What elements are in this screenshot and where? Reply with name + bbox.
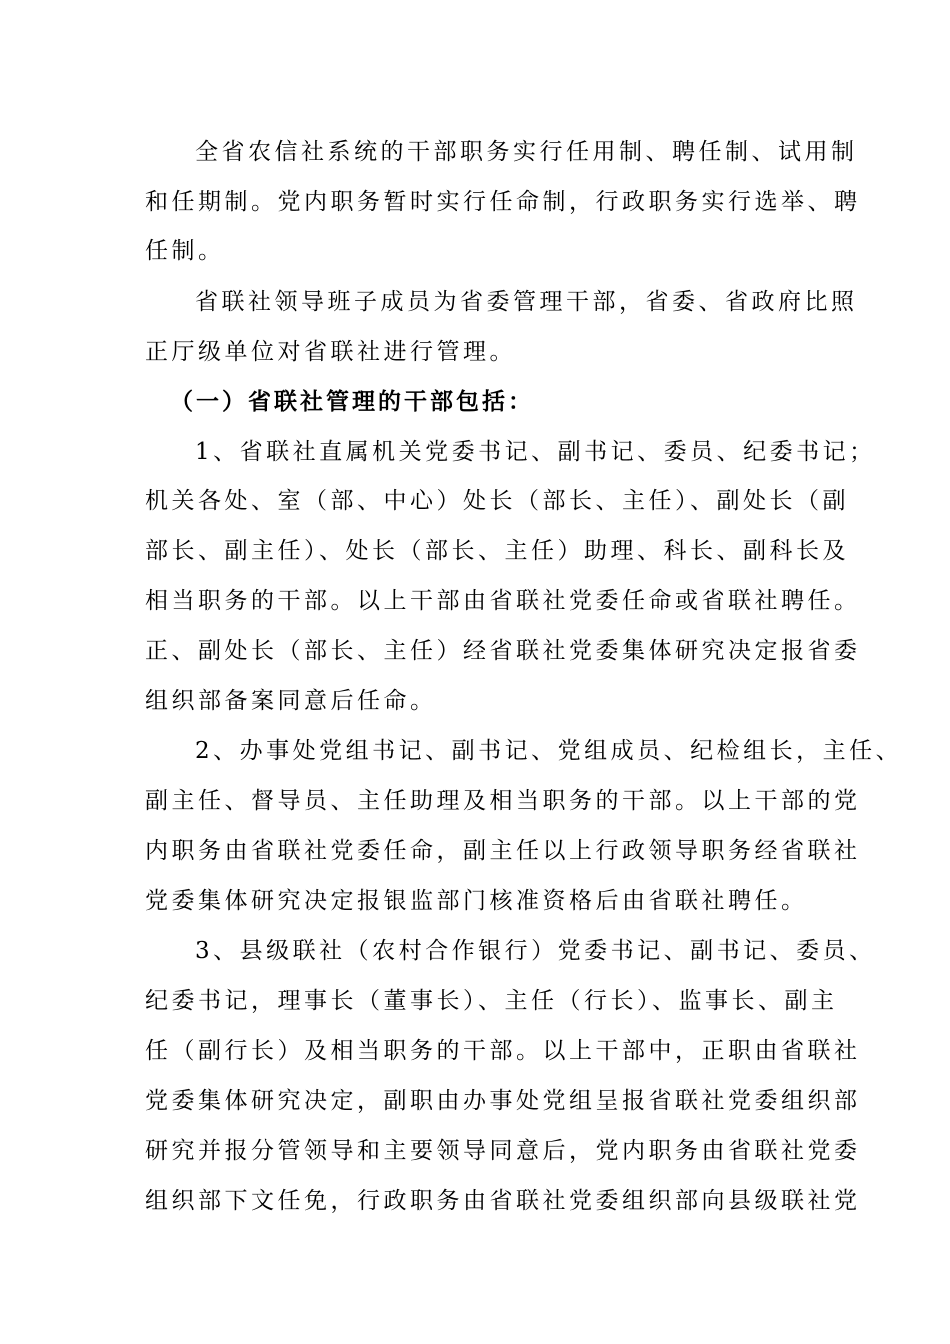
body-text-line: 部长、副主任）、处长（部长、主任）助理、科长、副科长及 [145, 538, 849, 564]
body-text-line: 全省农信社系统的干部职务实行任用制、聘任制、试用制 [195, 139, 858, 165]
body-text-line: 纪委书记，理事长（董事长）、主任（行长）、监事长、副主 [145, 988, 838, 1014]
body-text-line: 组织部备案同意后任命。 [145, 688, 437, 714]
body-text-line: 2、办事处党组书记、副书记、党组成员、纪检组长，主任、 [195, 738, 903, 764]
body-text-line: 任制。 [145, 238, 225, 264]
body-text-line: 相当职务的干部。以上干部由省联社党委任命或省联社聘任。 [145, 588, 861, 614]
body-text-line: 组织部下文任免，行政职务由省联社党委组织部向县级联社党 [145, 1188, 861, 1214]
body-text-line: 研究并报分管领导和主要领导同意后，党内职务由省联社党委 [145, 1138, 861, 1164]
body-text-line: 省联社领导班子成员为省委管理干部，省委、省政府比照 [195, 289, 858, 315]
body-text-line: 任（副行长）及相当职务的干部。以上干部中，正职由省联社 [145, 1038, 861, 1064]
body-text-line: 副主任、督导员、主任助理及相当职务的干部。以上干部的党 [145, 788, 861, 814]
body-text-line: 内职务由省联社党委任命，副主任以上行政领导职务经省联社 [145, 838, 861, 864]
body-text-line: 机关各处、室（部、中心）处长（部长、主任）、副处长（副 [145, 488, 849, 514]
body-text-line: 正厅级单位对省联社进行管理。 [145, 339, 516, 365]
body-text-line: 正、副处长（部长、主任）经省联社党委集体研究决定报省委 [145, 638, 861, 664]
body-text-line: 和任期制。党内职务暂时实行任命制，行政职务实行选举、聘 [145, 189, 861, 215]
body-text-line: 3、县级联社（农村合作银行）党委书记、副书记、委员、 [195, 938, 876, 964]
section-heading: （一）省联社管理的干部包括： [170, 389, 534, 415]
body-text-line: 1、省联社直属机关党委书记、副书记、委员、纪委书记； [195, 439, 876, 465]
body-text-line: 党委集体研究决定报银监部门核准资格后由省联社聘任。 [145, 888, 808, 914]
body-text-line: 党委集体研究决定，副职由办事处党组呈报省联社党委组织部 [145, 1088, 861, 1114]
